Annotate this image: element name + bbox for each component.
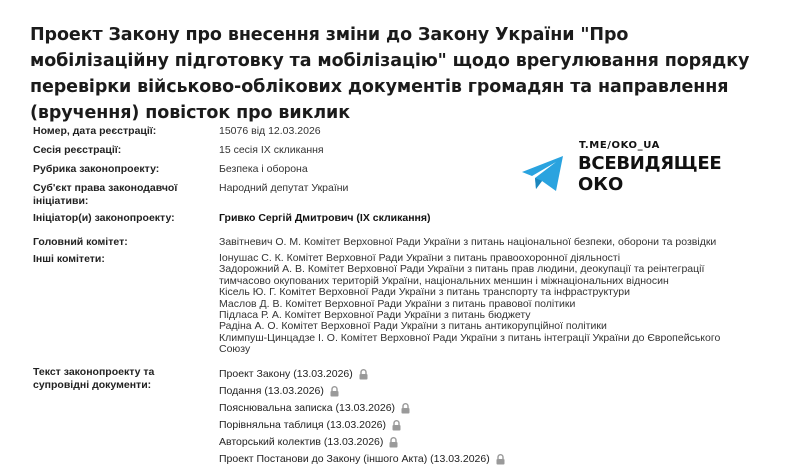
session-label: Сесія реєстрації: <box>33 144 122 156</box>
committee-line: Маслов Д. В. Комітет Верховної Ради України з питань правової політики <box>219 297 576 310</box>
committee-line: Климпуш-Цинцадзе І. О. Комітет Верховної Ради України з питань інтеграції України до Європейського <box>219 331 721 344</box>
document-link[interactable] <box>219 451 619 468</box>
rubric-label: Рубрика законопроекту: <box>33 163 160 175</box>
rubric-value: Безпека і оборона <box>219 163 308 175</box>
committee-line: Союзу <box>219 343 251 356</box>
subject-label: Суб'єкт права законодавчої ініціативи: <box>33 182 178 207</box>
document-link[interactable] <box>219 434 619 451</box>
document-title[interactable]: Проект Постанови до Закону (іншого Акта) (13.03.2026) <box>219 453 490 466</box>
document-link[interactable] <box>219 383 619 400</box>
registration-value: 15076 від 12.03.2026 <box>219 125 321 137</box>
registration-label: Номер, дата реєстрації: <box>33 125 157 137</box>
other-committees-list <box>219 253 779 356</box>
document-title[interactable]: Порівняльна таблиця (13.03.2026) <box>219 419 387 432</box>
document-title[interactable]: Подання (13.03.2026) <box>219 385 324 398</box>
main-committee-value: Завітневич О. М. Комітет Верховної Ради України з питань національної безпеки, оборони та розвідки <box>219 236 717 248</box>
document-link[interactable] <box>219 366 619 383</box>
documents-label: Текст законопроекту та супровідні документи: <box>33 366 155 391</box>
document-link[interactable] <box>219 400 619 417</box>
subject-value: Народний депутат України <box>219 182 349 194</box>
lock-icon <box>496 454 505 465</box>
document-title[interactable]: Авторський колектив (13.03.2026) <box>219 436 384 449</box>
initiator-value[interactable]: Гривко Сергій Дмитрович (IX скликання) <box>219 212 431 224</box>
document-title[interactable]: Пояснювальна записка (13.03.2026) <box>219 402 396 415</box>
other-committees-label: Інші комітети: <box>33 253 105 265</box>
session-value: 15 сесія IX скликання <box>219 144 324 156</box>
watermark-url: T.ME/OKO_UA <box>579 140 660 151</box>
committee-line: Радіна А. О. Комітет Верховної Ради України з питань антикорупційної політики <box>219 320 607 333</box>
main-committee-label: Головний комітет: <box>33 236 128 248</box>
committee-line: Іонушас С. К. Комітет Верховної Ради України з питань правоохоронної діяльності <box>219 252 621 264</box>
lock-icon <box>392 420 401 431</box>
committee-line: Кісель Ю. Г. Комітет Верховної Ради України з питань транспорту та інфраструктури <box>219 286 630 299</box>
watermark-line1: ВСЕВИДЯЩЕЕ <box>578 153 722 174</box>
telegram-icon <box>520 154 566 199</box>
initiator-label: Ініціатор(и) законопроекту: <box>33 212 175 224</box>
lock-icon <box>389 437 398 448</box>
watermark-logo <box>520 140 750 200</box>
watermark-line2: ОКО <box>578 174 624 195</box>
page-title: Проект Закону про внесення зміни до Закону України "Про мобілізаційну підготовку та мобілізацію" щодо врегулювання порядку перевірки військово-облікових документів громадян та направлення (вручення) повісток про виклик <box>30 25 750 123</box>
lock-icon <box>330 386 339 397</box>
documents-list <box>219 366 619 468</box>
lock-icon <box>359 369 368 380</box>
committee-line: Задорожний А. В. Комітет Верховної Ради України з питань прав людини, деокупації та реінтеграції <box>219 263 705 276</box>
committee-line: Підласа Р. А. Комітет Верховної Ради України з питань бюджету <box>219 309 531 322</box>
document-title[interactable]: Проект Закону (13.03.2026) <box>219 368 353 381</box>
document-link[interactable] <box>219 417 619 434</box>
committee-line: тимчасово окупованих територій України, національних меншин і міжнаціональних відносин <box>219 274 669 287</box>
lock-icon <box>401 403 410 414</box>
